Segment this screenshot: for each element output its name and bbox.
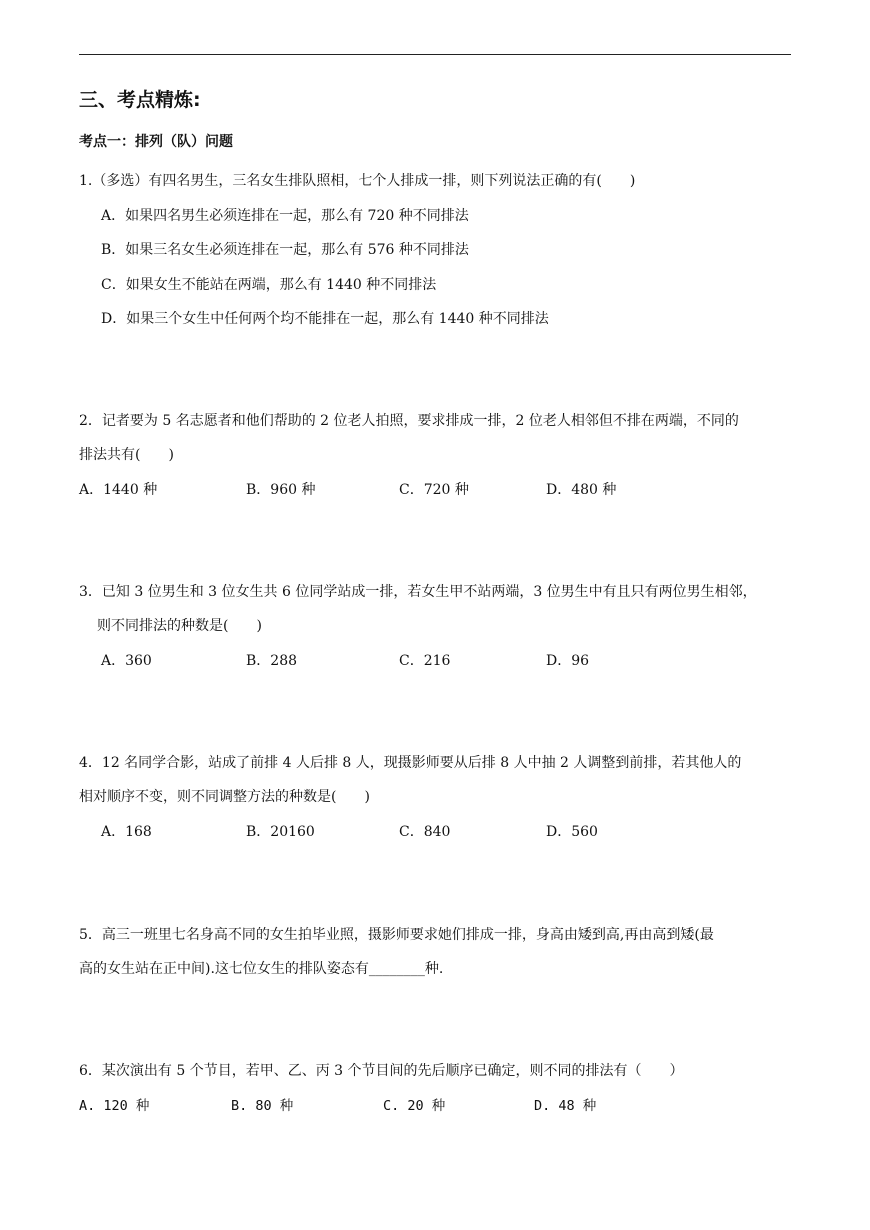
question-3-option-c: C．216 xyxy=(399,653,451,669)
question-1-option-d: D．如果三个女生中任何两个均不能排在一起，那么有 1440 种不同排法 xyxy=(101,311,549,327)
question-2-line-1: 2．记者要为 5 名志愿者和他们帮助的 2 位老人拍照，要求排成一排，2 位老人相邻但不排在两端，不同的 xyxy=(79,413,739,429)
question-2-option-c: C．720 种 xyxy=(399,482,469,498)
question-5-line-2: 高的女生站在正中间).这七位女生的排队姿态有________种. xyxy=(79,961,444,977)
question-3-line-1: 3．已知 3 位男生和 3 位女生共 6 位同学站成一排，若女生甲不站两端，3 位男生中有且只有两位男生相邻， xyxy=(79,584,757,600)
question-1-option-c: C．如果女生不能站在两端，那么有 1440 种不同排法 xyxy=(101,277,437,293)
question-6-stem: 6．某次演出有 5 个节目，若甲、乙、丙 3 个节目间的先后顺序已确定，则不同的排法有（ ） xyxy=(79,1063,684,1079)
question-3-line-2: 则不同排法的种数是( ) xyxy=(97,618,262,634)
question-1-stem: 1.（多选）有四名男生，三名女生排队照相，七个人排成一排，则下列说法正确的有( ) xyxy=(79,173,636,189)
question-2-line-2: 排法共有( ) xyxy=(79,447,174,463)
question-6-option-a: A. 120 种 xyxy=(79,1098,150,1114)
question-3-option-b: B．288 xyxy=(246,653,298,669)
question-4-option-c: C．840 xyxy=(399,824,451,840)
question-3-option-d: D．96 xyxy=(546,653,590,669)
question-2-option-a: A．1440 种 xyxy=(79,482,158,498)
subsection-title: 考点一：排列（队）问题 xyxy=(79,134,233,150)
section-title: 三、考点精炼: xyxy=(79,89,201,111)
question-6-option-d: D. 48 种 xyxy=(534,1098,597,1114)
question-1-option-a: A．如果四名男生必须连排在一起，那么有 720 种不同排法 xyxy=(101,208,469,224)
question-4-option-b: B．20160 xyxy=(246,824,315,840)
question-4-line-1: 4．12 名同学合影，站成了前排 4 人后排 8 人，现摄影师要从后排 8 人中抽 2 人调整到前排，若其他人的 xyxy=(79,755,742,771)
question-4-option-d: D．560 xyxy=(546,824,598,840)
question-5-line-1: 5．高三一班里七名身高不同的女生拍毕业照，摄影师要求她们排成一排，身高由矮到高,再由高到矮(最 xyxy=(79,927,714,943)
question-3-option-a: A．360 xyxy=(101,653,152,669)
question-2-option-b: B．960 种 xyxy=(246,482,316,498)
header-rule xyxy=(79,54,791,55)
question-4-line-2: 相对顺序不变，则不同调整方法的种数是( ) xyxy=(79,789,370,805)
question-4-option-a: A．168 xyxy=(101,824,152,840)
question-1-option-b: B．如果三名女生必须连排在一起，那么有 576 种不同排法 xyxy=(101,242,469,258)
question-6-option-b: B. 80 种 xyxy=(231,1098,294,1114)
question-2-option-d: D．480 种 xyxy=(546,482,617,498)
question-6-option-c: C. 20 种 xyxy=(383,1098,446,1114)
